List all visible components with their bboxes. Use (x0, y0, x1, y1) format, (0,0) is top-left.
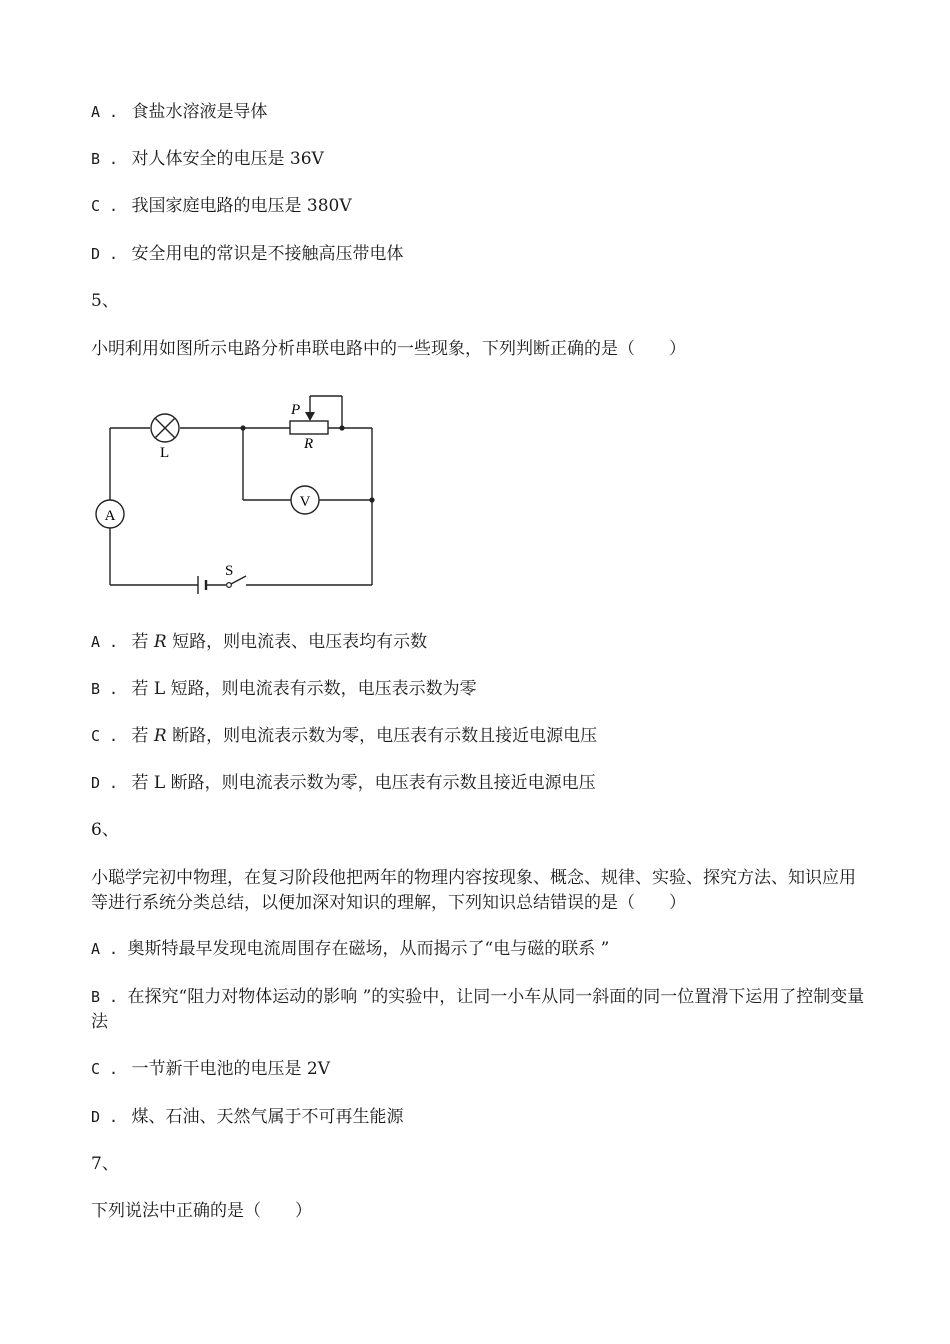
slider-arrow (305, 412, 315, 421)
option-letter: A . (91, 940, 119, 958)
option-letter: C . (91, 727, 119, 745)
q5-option-b (91, 677, 477, 701)
option-text: 食盐水溶液是导体 (131, 102, 268, 122)
option-letter: D . (91, 1108, 119, 1126)
option-text: 断路，则电流表示数为零，电压表有示数且接近电源电压 (166, 726, 598, 746)
option-text: 煤、石油、天然气属于不可再生能源 (131, 1107, 404, 1127)
option-text: 短路，则电流表有示数，电压表示数为零 (165, 679, 477, 699)
option-text: 短路，则电流表、电压表均有示数 (166, 632, 428, 652)
junction-dot (240, 425, 245, 430)
junction-dot (339, 425, 344, 430)
junction-dot (369, 497, 374, 502)
q6-option-b (91, 985, 866, 1035)
q5-number: 5、 (91, 291, 119, 311)
option-letter: D . (91, 245, 119, 263)
option-text: 一节新干电池的电压是 2V (131, 1059, 330, 1079)
voltmeter-label: V (299, 494, 311, 510)
option-variable: R (153, 726, 167, 746)
battery-symbol (198, 576, 206, 594)
option-letter: C . (91, 1060, 119, 1078)
switch-label: S (225, 563, 234, 579)
option-letter: B . (91, 680, 119, 698)
option-variable: L (153, 773, 166, 793)
q5-stem: 小明利用如图所示电路分析串联电路中的一些现象，下列判断正确的是（ ） (91, 339, 686, 359)
q5-option-d (91, 771, 596, 795)
rheostat-symbol (290, 421, 328, 434)
rheostat-label: R (304, 436, 314, 452)
q5-option-a (91, 630, 427, 654)
q7-number: 7、 (91, 1154, 119, 1174)
option-text: 安全用电的常识是不接触高压带电体 (131, 244, 404, 264)
option-text: 对人体安全的电压是 36V (131, 149, 324, 169)
option-letter: A . (91, 103, 119, 121)
option-pre: 若 (131, 632, 154, 652)
option-pre: 若 (131, 726, 154, 746)
option-text: 断路，则电流表示数为零，电压表有示数且接近电源电压 (165, 773, 596, 793)
option-variable: R (153, 632, 167, 652)
option-letter: B . (91, 150, 119, 168)
option-letter: D . (91, 774, 119, 792)
q6-option-a (91, 937, 609, 961)
option-text: 奥斯特最早发现电流周围存在磁场，从而揭示了“电与磁的联系 ” (127, 939, 610, 959)
option-letter: C . (91, 197, 119, 215)
option-letter: B . (91, 988, 119, 1006)
slider-label: P (291, 402, 301, 418)
option-pre: 若 (131, 773, 154, 793)
q6-option-c (91, 1057, 330, 1081)
option-text: 我国家庭电路的电压是 380V (131, 196, 352, 216)
q7-stem: 下列说法中正确的是（ ） (91, 1201, 312, 1221)
ammeter-label: A (104, 508, 116, 524)
q5-option-c (91, 724, 597, 748)
option-letter: A . (91, 633, 119, 651)
q6-option-d (91, 1105, 404, 1129)
option-text: 在探究“阻力对物体运动的影响 ”的实验中，让同一小车从同一斜面的同一位置滑下运用了控制变量法 (91, 987, 865, 1032)
option-variable: L (153, 679, 166, 699)
lamp-label: L (160, 445, 170, 461)
option-pre: 若 (131, 679, 154, 699)
circuit-diagram (0, 0, 950, 620)
q6-stem: 小聪学完初中物理，在复习阶段他把两年的物理内容按现象、概念、规律、实验、探究方法、知识应用等进行系统分类总结，以便加深对知识的理解，下列知识总结错误的是（ ） (91, 868, 856, 913)
lamp-symbol (151, 414, 179, 442)
q6-number: 6、 (91, 820, 119, 840)
